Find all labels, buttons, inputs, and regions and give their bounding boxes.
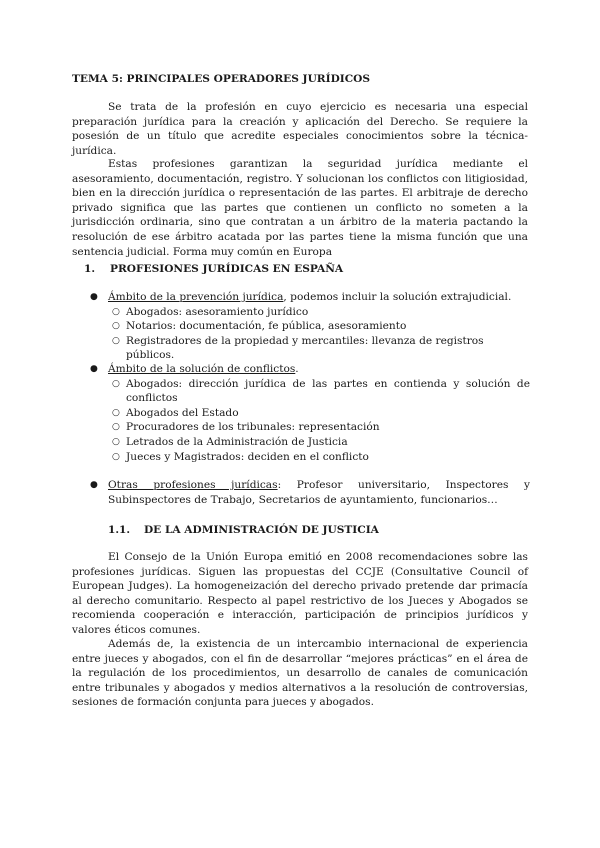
bullet-dot-icon: ● bbox=[90, 364, 98, 374]
intro-paragraph-1: Se trata de la profesión en cuyo ejercicio es necesaria una especial preparación jurídica para la creación y aplicación del Derecho. Se requiere la posesión de un título que acredite especiales conocimientos sobre la técnica-jurídica. bbox=[72, 101, 528, 157]
list-item: Jueces y Magistrados: deciden en el conflicto bbox=[126, 450, 369, 463]
intro-paragraph-2: Estas profesiones garantizan la seguridad jurídica mediante el asesoramiento, documentación, registro. Y solucionan los conflictos con litigiosidad, bien en la dirección jurídica o representación de las partes. El arbitraje de derecho privado significa que las partes que contienen un conflicto no someten a la jurisdicción ordinaria, sino que contratan a un árbitro de la materia pactando la resolución de ese árbitro acatada por las partes tiene la misma función que una sentencia judicial. Forma muy común en Europa bbox=[72, 158, 528, 258]
bullet-label: Otras profesiones jurídicas bbox=[108, 479, 278, 491]
list-item: Procuradores de los tribunales: representación bbox=[126, 421, 380, 434]
circle-bullet-icon: ○ bbox=[112, 422, 120, 433]
circle-bullet-icon: ○ bbox=[112, 407, 120, 418]
section-number: 1. bbox=[84, 263, 96, 275]
list-item: Abogados del Estado bbox=[126, 406, 239, 419]
circle-bullet-icon: ○ bbox=[112, 306, 120, 317]
section-title: DE LA ADMINISTRACIÓN DE JUSTICIA bbox=[144, 524, 379, 536]
list-item: Abogados: asesoramiento jurídico bbox=[126, 305, 309, 318]
circle-bullet-icon: ○ bbox=[112, 335, 120, 346]
circle-bullet-icon: ○ bbox=[112, 436, 120, 447]
bullet-prevention bbox=[90, 290, 530, 363]
bullet-other bbox=[90, 478, 530, 507]
circle-bullet-icon: ○ bbox=[112, 378, 120, 389]
list-item: Notarios: documentación, fe pública, asesoramiento bbox=[126, 320, 407, 333]
section-1-1-paragraph-1: El Consejo de la Unión Europa emitió en 2008 recomendaciones sobre las profesiones jurídicas. Siguen las propuestas del CCJE (Consultative Council of European Judges). La homogeneización del derecho privado pretende dar primacía al derecho comunitario. Respecto al papel restrictivo de los Jueces y Abogados se recomienda cooperación e interacción, participación de principios jurídicos y valores éticos comunes. bbox=[72, 551, 528, 636]
circle-bullet-icon: ○ bbox=[112, 321, 120, 332]
list-item: Registradores de la propiedad y mercantiles: llevanza de registros públicos. bbox=[126, 334, 484, 362]
list-item: Abogados: dirección jurídica de las partes en contienda y solución de conflictos bbox=[126, 377, 530, 405]
bullet-dot-icon: ● bbox=[90, 292, 98, 302]
bullet-text: : Profesor universitario, Inspectores y Subinspectores de Trabajo, Secretarios de ayuntamiento, funcionarios… bbox=[108, 479, 530, 506]
list-item: Letrados de la Administración de Justicia bbox=[126, 435, 348, 448]
page-title: TEMA 5: PRINCIPALES OPERADORES JURÍDICOS bbox=[72, 73, 371, 85]
section-1-1-paragraph-2: Además de, la existencia de un intercambio internacional de experiencia entre jueces y abogados, con el fin de desarrollar “mejores prácticas” en el área de la regulación de los procedimientos, un desarrollo de canales de comunicación entre tribunales y abogados y medios alternativos a la resolución de controversias, sesiones de formación conjunta para jueces y abogados. bbox=[72, 638, 528, 709]
bullet-conflicts bbox=[90, 362, 530, 464]
bullet-text: , podemos incluir la solución extrajudicial. bbox=[283, 291, 512, 303]
bullet-label: Ámbito de la prevención jurídica bbox=[108, 291, 284, 303]
circle-bullet-icon: ○ bbox=[112, 451, 120, 462]
section-title: PROFESIONES JURÍDICAS EN ESPAÑA bbox=[110, 263, 344, 275]
bullet-text: . bbox=[295, 363, 299, 375]
bullet-dot-icon: ● bbox=[90, 480, 98, 490]
bullet-label: Ámbito de la solución de conflictos bbox=[108, 363, 296, 375]
section-number: 1.1. bbox=[108, 524, 131, 536]
